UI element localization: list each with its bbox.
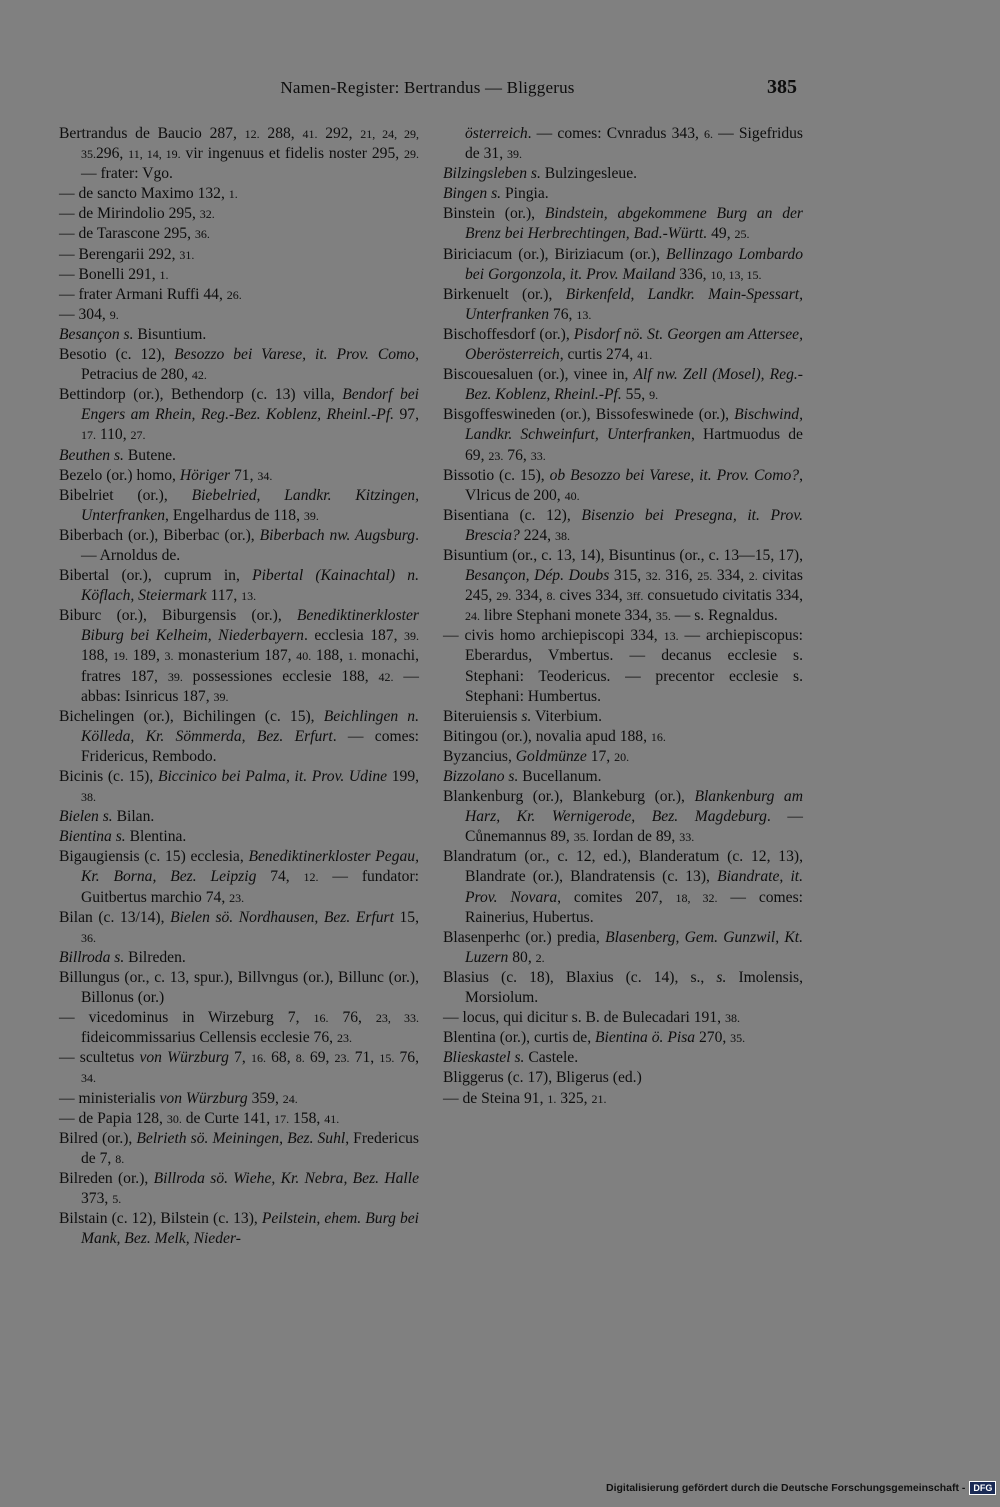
footer-credit [606,1481,993,1495]
index-entry: Bibelriet (or.), Biebelried, Landkr. Kitzingen, Unterfranken, Engelhardus de 118, 39. [59,486,419,524]
index-entry: — scultetus von Würzburg 7, 16. 68, 8. 69, 23. 71, 15. 76, 34. [59,1049,419,1086]
index-entry: — 304, 9. [59,305,119,323]
index-entry: Bicinis (c. 15), Biccinico bei Palma, it. Prov. Udine 199, 38. [59,768,420,805]
page-header-title: Namen-Register: Bertrandus — Bliggerus [280,78,575,97]
index-entry: Biscouesaluen (or.), vinee in, Alf nw. Zell (Mosel), Reg.-Bez. Koblenz, Rheinl.-Pf. 55, 9. [443,366,803,404]
dfg-logo-icon: DFG [969,1481,996,1495]
index-entry: Byzancius, Goldmünze 17, 20. [443,747,630,765]
index-entry: österreich. — comes: Cvnradus 343, 6. — Sigefridus de 31, 39. [465,125,803,163]
index-entry: — frater Armani Ruffi 44, 26. [59,285,242,303]
index-entry: Biburc (or.), Biburgensis (or.), Benediktinerkloster Biburg bei Kelheim, Niederbayern. ecclesia 187, 39. 188, 19. 189, 3. monasterium 187, 40. 188, 1. monachi, fratres 187, 39. possessiones ecclesie 188, 42. — abbas: Isinricus 187, 39. [59,607,420,705]
index-entry: Billungus (or., c. 13, spur.), Billvngus (or.), Billunc (or.), Billonus (or.) [59,968,419,1007]
index-entry: Billroda s. Bilreden. [59,948,186,966]
index-entry: Bitingou (or.), novalia apud 188, 16. [443,727,666,745]
index-entry: Bilreden (or.), Billroda sö. Wiehe, Kr. Nebra, Bez. Halle 373, 5. [59,1169,419,1207]
index-entry: Bichelingen (or.), Bichilingen (c. 15), Beichlingen n. Kölleda, Kr. Sömmerda, Bez. Erfurt. — comes: Fridericus, Rembodo. [59,707,419,765]
index-entry: Blieskastel s. Castele. [443,1049,579,1067]
index-entry: Biberbach (or.), Biberbac (or.), Biberbach nw. Augsburg. — Arnoldus de. [59,526,419,564]
index-entry: Bisgoffeswineden (or.), Bissofeswinede (or.), Bischwind, Landkr. Schweinfurt, Unterfranken, Hartmuodus de 69, 23. 76, 33. [443,406,803,464]
index-entry: — ministerialis von Würzburg 359, 24. [59,1089,298,1107]
index-entry: Blasenperhc (or.) predia, Blasenberg, Gem. Gunzwil, Kt. Luzern 80, 2. [443,928,803,966]
index-entry: Binstein (or.), Bindstein, abgekommene Burg an der Brenz bei Herbrechtingen, Bad.-Württ. 49, 25. [443,205,804,243]
index-entry: Bischoffesdorf (or.), Pisdorf nö. St. Georgen am Attersee, Oberösterreich, curtis 274, 41. [443,325,803,364]
index-entry: Bibertal (or.), cuprum in, Pibertal (Kainachtal) n. Köflach, Steiermark 117, 13. [59,567,419,605]
index-entry: Bizzolano s. Bucellanum. [443,768,602,785]
index-entry: Bisentiana (c. 12), Bisenzio bei Presegna, it. Prov. Brescia? 224, 38. [443,506,803,544]
index-entry: Besançon s. Bisuntium. [59,325,207,343]
index-entry: Birkenuelt (or.), Birkenfeld, Landkr. Main-Spessart, Unterfranken 76, 13. [443,285,803,323]
page-number: 385 [767,76,797,98]
index-entry: — de Steina 91, 1. 325, 21. [443,1089,607,1107]
index-entry: — locus, qui dicitur s. B. de Bulecadari 191, 38. [443,1009,740,1027]
footer-text: Digitalisierung gefördert durch die Deutsche Forschungsgemeinschaft - [606,1482,966,1494]
index-entry: Bezelo (or.) homo, Höriger 71, 34. [59,466,273,484]
index-entry: Bilred (or.), Belrieth sö. Meiningen, Bez. Suhl, Fredericus de 7, 8. [59,1129,420,1167]
index-entry: Bilstain (c. 12), Bilstein (c. 13), Peilstein, ehem. Burg bei Mank, Bez. Melk, Nieder- [59,1210,419,1248]
index-entry: Bissotio (c. 15), ob Besozzo bei Varese, it. Prov. Como?, Vlricus de 200, 40. [443,466,803,504]
index-entry: Bisuntium (or., c. 13, 14), Bisuntinus (or., c. 13—15, 17), Besançon, Dép. Doubs 315, 32. 316, 25. 334, 2. civitas 245, 29. 334, 8. cives 334, 3ff. consuetudo civitatis 334, 24. libre Stephani monete 334, 35. — s. Regnaldus. [443,546,803,625]
index-entry: Bliggerus (c. 17), Bligerus (ed.) [443,1069,642,1087]
index-entry: Besotio (c. 12), Besozzo bei Varese, it. Prov. Como, Petracius de 280, 42. [59,346,419,384]
index-entry: Blandratum (or., c. 12, ed.), Blanderatum (c. 12, 13), Blandrate (or.), Blandratensis (c. 13), Biandrate, it. Prov. Novara, comites 207, 18, 32. — comes: Rainerius, Hubertus. [443,848,804,926]
index-entry: Blasius (c. 18), Blaxius (c. 14), s., s. Imolensis, Morsiolum. [443,968,803,1007]
index-entry: — de Mirindolio 295, 32. [59,205,215,223]
index-entry: Bettindorp (or.), Bethendorp (c. 13) villa, Bendorf bei Engers am Rhein, Reg.-Bez. Koblenz, Rheinl.-Pf. 97, 17. 110, 27. [59,386,420,444]
index-entry: Blentina (or.), curtis de, Bientina ö. Pisa 270, 35. [443,1029,746,1047]
index-entry: Biriciacum (or.), Biriziacum (or.), Bellinzago Lombardo bei Gorgonzola, it. Prov. Mailand 336, 10, 13, 15. [443,245,803,283]
index-entry: Bilzingsleben s. Bulzingesleue. [443,165,638,183]
index-entry: — Berengarii 292, 31. [59,245,195,263]
index-entry: Bientina s. Blentina. [59,828,187,846]
index-entry: — civis homo archiepiscopi 334, 13. — archiepiscopus: Eberardus, Vmbertus. — decanus ecclesie s. Stephani: Teodericus. — precentor ecclesie s. Stephani: Humbertus. [443,627,804,705]
index-entry: Beuthen s. Butene. [59,446,176,464]
index-entry: Bilan (c. 13/14), Bielen sö. Nordhausen, Bez. Erfurt 15, 36. [59,908,419,945]
index-entry: Bielen s. Bilan. [59,808,155,826]
index-entry: — de Tarascone 295, 36. [59,225,210,243]
index-entry: — de sancto Maximo 132, 1. [59,185,238,203]
index-entry: Bigaugiensis (c. 15) ecclesia, Benediktinerkloster Pegau, Kr. Borna, Bez. Leipzig 74, 12. — fundator: Guitbertus marchio 74, 23. [59,848,419,906]
index-entry: Blankenburg (or.), Blankeburg (or.), Blankenburg am Harz, Kr. Wernigerode, Bez. Magdeburg. — Cůnemannus 89, 35. Iordan de 89, 33. [443,788,803,846]
index-entry: Biteruiensis s. Viterbium. [443,707,603,725]
index-entry: — de Papia 128, 30. de Curte 141, 17. 158, 41. [59,1109,340,1127]
index-entry: — Bonelli 291, 1. [59,265,169,283]
index-entry: Bertrandus de Baucio 287, 12. 288, 41. 292, 21, 24, 29, 35.296, 11, 14, 19. vir ingenuus et fidelis noster 295, 29. — frater: Vgo. [59,125,420,183]
right-column [443,124,803,1109]
index-entry: Bingen s. Pingia. [443,185,549,203]
index-entry: — vicedominus in Wirzeburg 7, 16. 76, 23, 33. fideicommissarius Cellensis ecclesie 76, 23. [59,1009,419,1047]
left-column [59,124,419,1249]
